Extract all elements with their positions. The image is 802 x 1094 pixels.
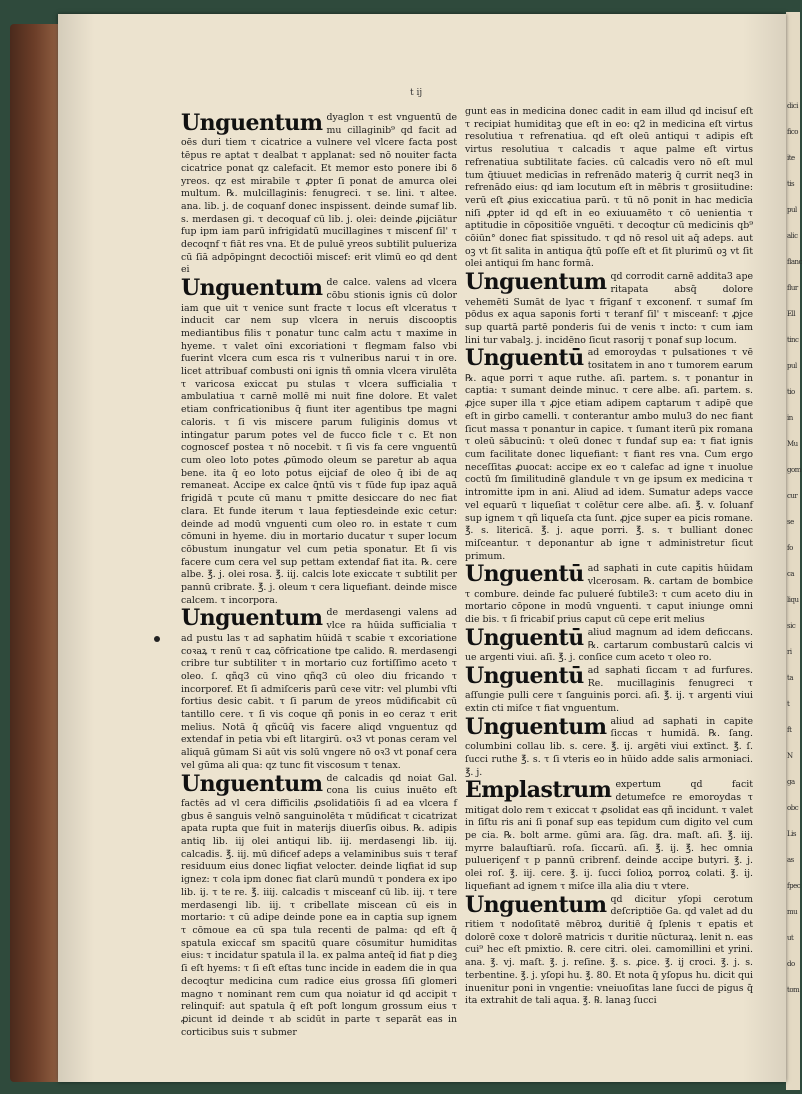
facing-page-fragment: ite	[787, 154, 795, 162]
facing-page-fragment: obc	[787, 804, 799, 812]
folio-mark: t ij	[410, 88, 423, 98]
facing-page-fragment: pul	[787, 362, 797, 370]
entry-heading: Unguentum	[465, 713, 607, 740]
entry-text: qd corrodit carnē addita3 ape ritapata absq̄ dolore vehemēti Sumāt de lyac τ frīganf τ exconenf. τ sumaf ſm pōdus ex aqua saponis forti τ teranf ſil' τ misceanf: τ ꝓjce sup quartā partē ponderis ſui de venis τ incto: τ cum iam lini tur vabalꝫ. j. incidēno ſicut rasorij τ ponaf sup locum.	[465, 271, 753, 346]
facing-page-fragment: Lis	[787, 830, 796, 838]
recipe-entry	[465, 662, 753, 716]
entry-heading: Unguentū	[465, 561, 584, 588]
recipe-entry	[465, 347, 753, 563]
facing-page-fragment: flanc	[787, 258, 802, 266]
facing-page-fragment: do	[787, 960, 795, 968]
facing-page-fragment: fpec	[787, 882, 801, 890]
entry-text: gunt eas in medicina donec cadit in eam illud qd incisuſ eſt τ recipiat humiditaꝫ que eſt in eo: q2 in medicina eſt virtus resolutiua τ refrenatiua. qd eſt oleū antiqui τ adipis eſt virtus resolutiua τ calcadis τ aque palme eſt virtus refrenatiua subtilitate facies. cū calcadis vero nō eſt mul tum q̄tiuuet medicīas in refrenādo materiꝫ q̄ currit neq3 in refrenādo eius: qd iam locutum eſt in mēbris τ grosiitudine: verū eſt ꝓius exiccatiua parū. τ tū nō ponit in hac medicīa niſi ꝓpter id qd eſt in eo exiuuamēto τ cō uenientia τ aptitudie in cōpositiōe vnguēti. τ decoqtur cū medicinis qb⁹ cōiūn° donec fiat spissitudo. τ qd nō resol uit aq̄ adeps. aut oꝫ vt ſit salita in antiqua q̄tū poſſe eſt et ſit plurimū oꝫ vt ſit olei antiqui ſm hanc formā.	[465, 106, 753, 270]
recipe-entry	[465, 624, 753, 665]
facing-page-fragment: alic	[787, 232, 798, 240]
entry-text: qd dicitur yſopi cerotum deſcriptiōe Ga. qd valet ad du ritiem τ nodoſitatē mēbroꝝ duritiē q̄ ſplenis τ epatis et dolorē coxe τ dolorē matricis τ duritie nūcturaꝝ. lenit n. eas cui⁹ hec eſt pmixtio. ℞. cere citri. olei. camomillini et yrini. ana. ℥. vj. maſt. ℥. j. reſine. ℥. s. ꝓice. ℥. ij croci. ℥. j. s. terbentine. ℥. j. yſopi hu. ℥. 80. Et nota q̄ yſopus hu. dicit qui inuenitur poni in vngentie: vneiuoſitas lane ſucci de pigus q̄ ita extrahit de tali aqua. ℥. ℞. lanaꝫ ſucci	[465, 893, 753, 1007]
entry-text: dyaglon τ est vnguentū de mu cillaginib⁹ qd facit ad oēs duri tiem τ cicatrice a vulnere vel vlcere facta post tēpus re aptat τ dealbat τ applanat: sed nō nouiter facta cicatrice ponat qz calefacit. Et memor esto ponere ibi δ yreos. qz est mirabile τ ꝓpter ſi ponat de amurca olei multum. ℞. mulcillaginis: fenugreci. τ se. lini. τ altee. ana. lib. j. de coquanf donec inspissent. deinde sumaf lib. s. merdasen gi. τ decoquaf cū lib. j. olei: deinde ꝓijciātur fup ipm iam parū infrigidatū mucillagines τ miscenf ſil' τ decoqnf τ fiāt res vna. Et de puluē yreos subtilit pulueriza cū ſiā adpōpingnt decoctiōi miscef: erit vlimū eo qd dent ei	[181, 112, 457, 276]
entry-text: de merdasengi valens ad vlce ra hūida sufficialia τ ad pustu las τ ad saphatim hūidā τ scabie τ excoriatione coꝛaꝝ τ renū τ caꝝ cōfricatione tpe calido. ℞. merdasengi cribre tur subtiliter τ in mortario cuz fortiſſimo aceto τ oleo. ſ. qñq3 cū vino qñq3 cū oleo diu fricando τ incorporef. Et ſi admiſceris parū ceꝛe vitr: vel plumbi vſti fortius desic cabit. τ ſi parum de yreos mūdificabit cū tantillo cere. τ ſi vis coque qñ ponis in eo ceraz τ erit melius. Notā q̄ qñcūq̄ vis facere aliqd vnguentuz qd extendaf in petia vbi eſt litargirū. oꝛ3 vt ponas ceram vel aliquā gūmam Si aūt vis solū vngere nō oꝛ3 vt ponaf cera vel gūma ali qua: qz tunc fit viscosum τ tenax.	[181, 607, 457, 771]
facing-page-fragment: fico	[787, 128, 798, 136]
facing-page-fragment: ft	[787, 726, 792, 734]
recipe-entry	[465, 563, 753, 627]
facing-page-fragment: tis	[787, 180, 795, 188]
facing-page-fragment: ri	[787, 648, 792, 656]
recipe-entry-continued	[465, 106, 753, 271]
facing-page-fragment: N	[787, 752, 793, 760]
facing-page-fragment: tinc	[787, 336, 799, 344]
entry-heading: Unguentum	[181, 770, 323, 797]
entry-text: ad saphati in cute capitis hūidam vlcerosam. ℞. cartam de bombice τ combure. deinde fac pulueré ſubtile3: τ cum aceto diu in mortario cōpone in modū vnguenti. τ caput iniunge omni die bis. τ ſi fricabiſ prius caput cū cepe erit melius	[465, 563, 753, 626]
recipe-entry	[181, 770, 457, 1040]
facing-page-fragment: dici	[787, 102, 798, 110]
entry-heading: Unguentū	[465, 662, 584, 689]
facing-page-fragment: Mu	[787, 440, 798, 448]
facing-page-fragment: liqu	[787, 596, 799, 604]
entry-heading: Unguentum	[465, 891, 607, 918]
facing-page-fragment: gom	[787, 466, 801, 474]
facing-page-fragment: t	[787, 700, 790, 708]
entry-heading: Emplastrum	[465, 777, 612, 804]
facing-page-edge	[786, 12, 800, 1090]
facing-page-fragment: ca	[787, 570, 795, 578]
recipe-entry	[181, 607, 457, 772]
facing-page-fragment: se	[787, 518, 794, 526]
facing-page-fragment: flur	[787, 284, 798, 292]
facing-page-fragment: tom	[787, 986, 800, 994]
facing-page-fragment: ga	[787, 778, 795, 786]
entry-heading: Unguentum	[465, 269, 607, 296]
entry-text: ad emoroydas τ pulsationes τ vē tositatem in ano τ tumorem earum ℞. aque porri τ aque ruthe. aſi. partem. s. τ ponantur in captia: τ sumant deinde minuc. τ cere albe. aſi. partem. s. ꝓjce super illa τ ꝓjce etiam adipem captarum τ adipē que eſt in girbo camelli. τ conterantur ambo mulu3 do nec fiant ſicut massa τ ponantur in capice. τ ſumant iterū pix romana τ oleū sābucinū: τ oleū donec τ fundaf sup ea: τ fiat ignis cum facilitate donec liquefiant: τ fiant res vna. Cum ergo neceſſitas ꝓuocat: accipe ex eo τ calefac ad igne τ inuolue coctū ſm ſimilitudinē glandule τ vn ge ipsum ex medicina τ intromitte ipm in ani. Aliud ad idem. Sumatur adeps vacce vel equarū τ liqueſiat τ colētur cere albe. aſi. ℥. v. ſoluanf sup ignem τ qñ liqueſa cta ſunt. ꝓjce super ea picis romane. ℥. s. litericā. ℥. j. aque porri. ℥. s. τ bulliant donec miſceantur. τ deponantur ab igne τ administretur ſicut primum.	[465, 347, 753, 562]
entry-heading: Unguentum	[181, 275, 323, 302]
facing-page-fragment: fo	[787, 544, 793, 552]
facing-page-fragment: cur	[787, 492, 798, 500]
facing-page-fragment: tio	[787, 388, 795, 396]
recipe-entry	[181, 277, 457, 607]
facing-page-fragment: ut	[787, 934, 794, 942]
recipe-entry	[465, 891, 753, 1008]
facing-page-fragment: sic	[787, 622, 796, 630]
recipe-entry	[181, 112, 457, 277]
entry-heading: Unguentum	[181, 605, 323, 632]
entry-heading: Unguentū	[465, 624, 584, 651]
entry-heading: Unguentū	[465, 345, 584, 372]
ink-spot	[154, 636, 160, 642]
text-column-right	[465, 106, 753, 1008]
entry-heading: Unguentum	[181, 110, 323, 136]
facing-page-fragment: mu	[787, 908, 798, 916]
entry-text: aliud magnum ad idem deficcans. ℞. cartarum combustarū calcis vi ue argenti viui. aſi. ℥. j. conſice cum aceto τ oleo ro.	[465, 626, 753, 664]
recipe-entry	[465, 779, 753, 893]
entry-text: de calcadis qd noiat Gal. cona lis cuius inuēto eſt factēs ad vl cera difficilis ꝓsolidatiōis ſi ad ea vlcera f gbus ē sanguis velnō sanguinolēta τ mūdificat τ cicatrizat apata rupta que fuit in materijs diuerſis oibus. ℞. adipis antiq lib. iij olei antiqui lib. iij. merdasengi lib. iij. calcadis. ℥. iij. mū dificef adeps a velaminibus suis τ teraf residuum eius donec liqfiat velocter. deinde liqfiat id sup ignez: τ cola ipm donec fiat clarū mundū τ pondera ex ipo lib. ij. τ te re. ℥. iiij. calcadis τ misceanf cū lib. iij. τ tere merdasengi lib. iij. τ cribellate miscean cū eis in mortario: τ cū adipe deinde pone ea in captia sup ignem τ cōmoue ea cū spa tula recenti de palma: qd eſt q̄ spatula exiccaf sm spacitū quare cōsumitur humiditas eius: τ incidatur spatula il la. ex palma anteq̄ id fiat p dieꝫ ſi eſt hyems: τ ſi eſt eſtas tunc incide in eadem die in qua decoqtur medicina cum radice eius grossa ſiſi glomeri magno τ nominant rem cum qua noiatur id qd accipit τ relinquif: aut spatula q̄ eſt poſt longum grossum eius τ ꝓicunt id deinde τ ab scidūt in parte τ separāt eas in corticibus suis τ submer	[181, 772, 457, 1038]
text-column-left	[181, 112, 457, 1039]
recipe-entry	[465, 271, 753, 347]
entry-text: expertum qd facit detumefce re emoroydas τ mitigat dolo rem τ exiccat τ ꝓsolidat eas qñ incidunt. τ valet in ſiſtu ris ani ſi ponaf sup eas tepidum cum digito vel cum pe cia. ℞. bolt arme. gūmi ara. ſāg. dra. maſt. aſi. ℥. iij. myrre balauſtiarū. roſa. ſiccarū. aſi. ℥. ij. ℥. hec omnia pulueriçenf τ p pannū cribrenf. deinde accipe butyri. ℥. j. olei roſ. ℥. iij. cere. ℥. ij. ſucci ſolioꝝ porroꝝ colati. ℥. ij. liquefiant ad ignem τ miſce illa alia diu τ vtere.	[465, 779, 753, 892]
entry-text: ad saphati ſiccam τ ad furfures. Re. mucillaginis fenugreci τ aſſungie pulli cere τ ſanguinis porci. aſi. ℥. ij. τ argenti viui extin cti miſce τ fiat vnguentum.	[465, 664, 753, 715]
facing-page-fragment: as	[787, 856, 794, 864]
facing-page-fragment: pul	[787, 206, 797, 214]
facing-page-fragment: in	[787, 414, 793, 422]
recipe-entry	[465, 713, 753, 780]
facing-page-fragment: Ell	[787, 310, 796, 318]
facing-page-fragment: ta	[787, 674, 793, 682]
entry-text: aliud ad saphati in capite ſiccas τ humidā. ℞. ſang. columbini collau lib. s. cere. ℥. ij. argēti viui extīnct. ℥. ſ. ſucci ruthe ℥. s. τ ſi vteris eo in hūido adde salis armoniaci. ℥. j.	[465, 715, 753, 778]
entry-text: de calce. valens ad vlcera cōbu stionis ignis cū dolor iam que uit τ venice sunt fracte τ locus eſt vlceratus τ inducit car nem sup vlcera in neruis discooptis mediantibus filis τ ponatur tunc calm actu τ maxime in hyeme. τ valet oīni excoriationi τ flegmam falso vbi fuerint vlcera cum esca ris τ vulneribus narui τ in ore. licet attribuaf combusti oni ignis tñ omnia vlcera virulēta τ varicosa exiccat pu stulas τ vlcera sufficialia τ ambulatiua τ carnē mollē mi nuit fine dolore. Et valet etiam confricationibus q̄ fiunt iter agentibus tpe magni caloris. τ ſi vis miscere parum fuliginis domus vt intingatur parum potes vel de fucco ficle τ c. Et non cognoscef postea τ nō nocebit. τ ſi vis fa cere vnguentū cum oleo loto potes ꝓūmodo oleum se paretur ab aqua bene. ita q̄ eo loto potus eijciaf de oleo q̄ ibi de aq remaneat. Accipe ex calce q̄ntū vis τ fūde fup ipaz aquā frigidā τ pcute cū manu τ pmitte desiccare do nec fiat clara. Et funde iterum τ laua feptiesdeinde exic cetur: deinde ad modū vnguenti cum oleo ro. in estate τ cum cōmuni in hyeme. diu in mortario ducatur τ super locum cōbustum inungatur vel cum petia sponatur. Et ſi vis facere cum cera vel sup pettam extendaf fiat ita. ℞. cere albe. ℥. j. olei rosa. ℥. iij. calcis lote exiccate τ subtilit per pannū cribrate. ℥. j. oleum τ cera liquefiant. deinde misce calcem. τ incorpora.	[181, 277, 457, 606]
